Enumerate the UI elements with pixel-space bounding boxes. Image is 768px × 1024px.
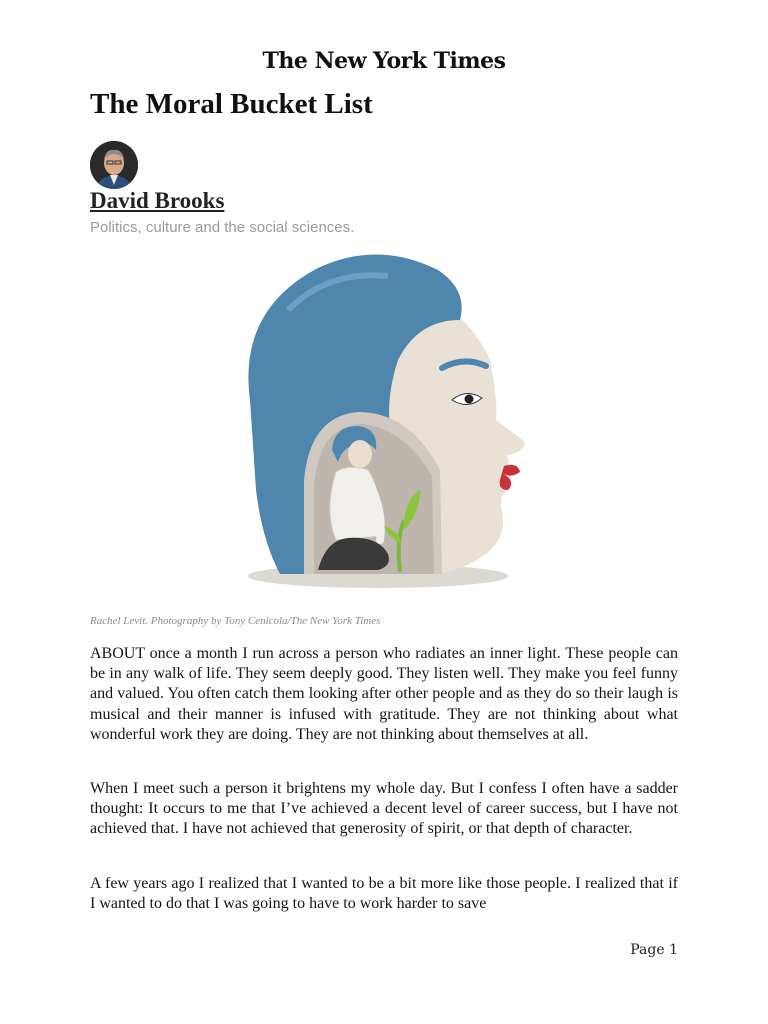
body-paragraph-1: ABOUT once a month I run across a person who radiates an inner light. These people can be in any walk of life. They seem deeply good. They listen well. They make you feel funny and valued. You often catch them looking after other people and as they do so their laugh is musical and their manner is infused with gratitude. They are not thinking about what wonderful work they are doing. They are not thinking about themselves at all. (90, 645, 678, 743)
body-paragraph-2: When I meet such a person it brightens my whole day. But I confess I often have a sadder thought: It occurs to me that I’ve achieved a decent level of career success, but I have not achieved that. I have not achieved that generosity of spirit, or that depth of character. (90, 780, 678, 838)
article-title: The Moral Bucket List (90, 88, 373, 120)
image-caption: Rachel Levit. Photography by Tony Cenicola/The New York Times (90, 615, 381, 627)
author-photo-icon (90, 141, 138, 189)
nyt-masthead-logo: The New York Times (262, 48, 506, 74)
page-number: Page 1 (630, 942, 678, 958)
article-illustration (228, 240, 538, 600)
body-paragraph-3: A few years ago I realized that I wanted to be a bit more like those people. I realized that if I wanted to do that I was going to have to work harder to save (90, 875, 678, 913)
figure-body (330, 467, 380, 540)
author-description: Politics, culture and the social sciences. (90, 219, 355, 236)
author-name-link[interactable]: David Brooks (90, 188, 225, 213)
author-avatar (90, 141, 138, 189)
